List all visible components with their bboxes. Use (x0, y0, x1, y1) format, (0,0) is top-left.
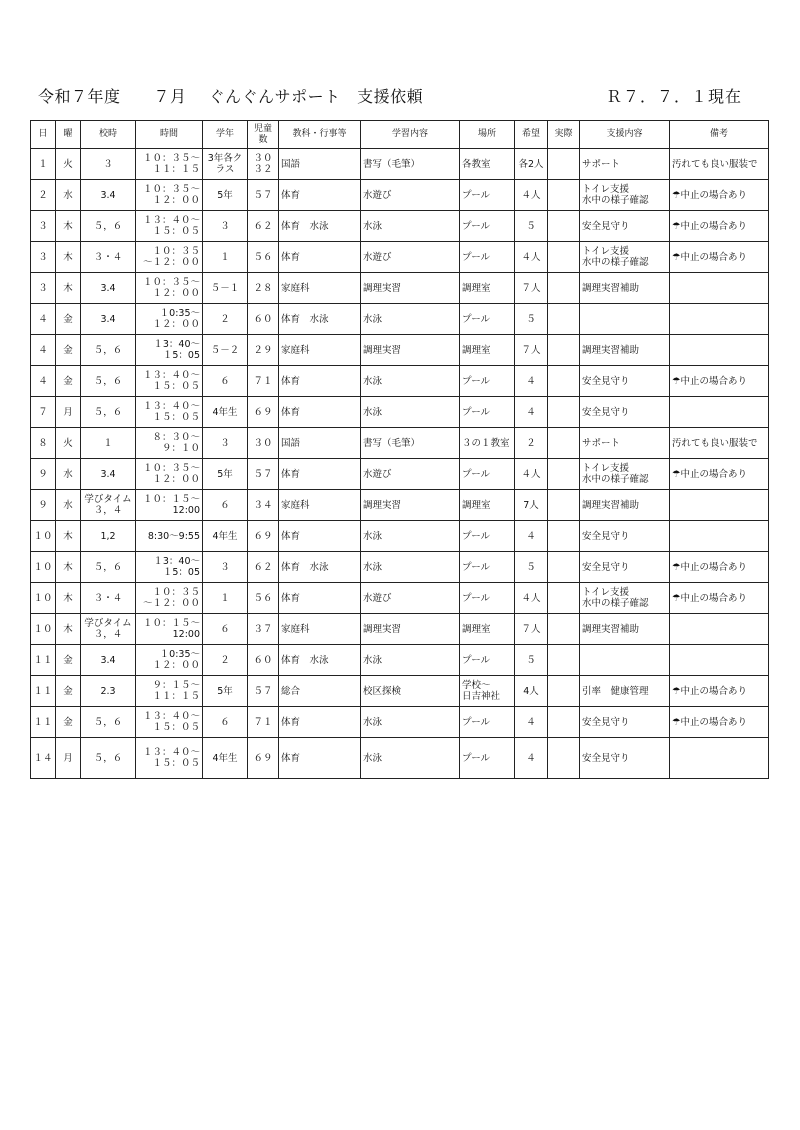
cell-place: 調理室 (460, 614, 515, 645)
cell-actual (548, 273, 580, 304)
cell-day: １０ (31, 583, 56, 614)
cell-weekday: 木 (56, 583, 81, 614)
cell-place: プール (460, 583, 515, 614)
cell-grade: １ (203, 242, 248, 273)
cell-remarks (670, 490, 769, 521)
cell-grade: ２ (203, 645, 248, 676)
cell-requested: 7人 (515, 490, 548, 521)
cell-support-content: 安全見守り (580, 521, 670, 552)
cell-day: １０ (31, 552, 56, 583)
cell-requested: ４人 (515, 242, 548, 273)
cell-remarks: ☂中止の場合あり (670, 180, 769, 211)
cell-subject: 体育 (279, 707, 361, 738)
cell-time: ９：１５～ １１：１５ (136, 676, 203, 707)
cell-place: プール (460, 459, 515, 490)
cell-weekday: 火 (56, 428, 81, 459)
cell-period: 3.4 (81, 273, 136, 304)
cell-weekday: 木 (56, 211, 81, 242)
cell-day: ３ (31, 242, 56, 273)
cell-learning-content: 調理実習 (361, 335, 460, 366)
table-row (31, 676, 769, 707)
cell-remarks (670, 521, 769, 552)
table-row (31, 645, 769, 676)
cell-actual (548, 738, 580, 779)
cell-grade: 4年生 (203, 521, 248, 552)
cell-remarks: 汚れても良い服装で (670, 149, 769, 180)
cell-requested: ７人 (515, 614, 548, 645)
cell-actual (548, 676, 580, 707)
cell-time: １０：３５ ～１２：００ (136, 583, 203, 614)
cell-grade: ５－１ (203, 273, 248, 304)
cell-period: ５，６ (81, 707, 136, 738)
cell-learning-content: 調理実習 (361, 273, 460, 304)
cell-remarks: ☂中止の場合あり (670, 583, 769, 614)
table-row (31, 149, 769, 180)
cell-actual (548, 490, 580, 521)
cell-support-content: 安全見守り (580, 738, 670, 779)
cell-weekday: 金 (56, 676, 81, 707)
cell-period: ５，６ (81, 552, 136, 583)
cell-learning-content: 水遊び (361, 242, 460, 273)
cell-remarks (670, 738, 769, 779)
cell-day: ２ (31, 180, 56, 211)
cell-place: プール (460, 304, 515, 335)
cell-time: １０：１５～ 12:00 (136, 614, 203, 645)
cell-subject: 体育 (279, 459, 361, 490)
cell-actual (548, 707, 580, 738)
cell-weekday: 金 (56, 707, 81, 738)
col-header-requested: 希望 (515, 121, 548, 149)
cell-actual (548, 211, 580, 242)
cell-support-content: トイレ支援 水中の様子確認 (580, 583, 670, 614)
cell-support-content: サポート (580, 149, 670, 180)
cell-student-count: ６９ (248, 738, 279, 779)
cell-subject: 体育 水泳 (279, 304, 361, 335)
table-row (31, 242, 769, 273)
cell-place: プール (460, 521, 515, 552)
cell-subject: 総合 (279, 676, 361, 707)
cell-time: １３：４０～ １５：０５ (136, 397, 203, 428)
table-row (31, 707, 769, 738)
table-row (31, 366, 769, 397)
cell-learning-content: 水泳 (361, 552, 460, 583)
cell-subject: 体育 (279, 180, 361, 211)
table-header-row (31, 121, 769, 149)
col-header-time: 時間 (136, 121, 203, 149)
cell-period: 学びタイム ３，４ (81, 490, 136, 521)
cell-place: プール (460, 645, 515, 676)
cell-weekday: 金 (56, 645, 81, 676)
cell-weekday: 木 (56, 552, 81, 583)
cell-weekday: 月 (56, 738, 81, 779)
cell-actual (548, 304, 580, 335)
cell-requested: 4人 (515, 676, 548, 707)
cell-support-content: 調理実習補助 (580, 273, 670, 304)
cell-period: ５，６ (81, 397, 136, 428)
cell-grade: 3年各クラス (203, 149, 248, 180)
cell-weekday: 月 (56, 397, 81, 428)
document-title: 令和７年度 ７月 ぐんぐんサポート 支援依頼 (38, 87, 424, 106)
table-row (31, 397, 769, 428)
cell-student-count: ６０ (248, 645, 279, 676)
cell-student-count: ５７ (248, 180, 279, 211)
cell-remarks (670, 304, 769, 335)
cell-remarks: ☂中止の場合あり (670, 707, 769, 738)
cell-weekday: 水 (56, 490, 81, 521)
table-row (31, 521, 769, 552)
cell-subject: 体育 水泳 (279, 211, 361, 242)
cell-learning-content: 水遊び (361, 459, 460, 490)
cell-period: 1,2 (81, 521, 136, 552)
cell-actual (548, 149, 580, 180)
cell-remarks: ☂中止の場合あり (670, 459, 769, 490)
cell-learning-content: 水泳 (361, 397, 460, 428)
cell-time: １0:35～ １２：００ (136, 304, 203, 335)
cell-weekday: 水 (56, 459, 81, 490)
cell-actual (548, 428, 580, 459)
cell-period: ５，６ (81, 211, 136, 242)
cell-day: ７ (31, 397, 56, 428)
cell-grade: ６ (203, 707, 248, 738)
cell-place: プール (460, 366, 515, 397)
cell-actual (548, 459, 580, 490)
cell-student-count: ２８ (248, 273, 279, 304)
cell-subject: 体育 (279, 521, 361, 552)
cell-grade: ３ (203, 428, 248, 459)
cell-actual (548, 521, 580, 552)
table-row (31, 583, 769, 614)
cell-day: １１ (31, 676, 56, 707)
cell-requested: ４ (515, 707, 548, 738)
as-of-date: Ｒ７．７．１現在 (605, 87, 742, 106)
cell-student-count: ６９ (248, 521, 279, 552)
cell-remarks: ☂中止の場合あり (670, 552, 769, 583)
cell-grade: 5年 (203, 180, 248, 211)
cell-support-content: サポート (580, 428, 670, 459)
cell-time: １０：３５ ～１２：００ (136, 242, 203, 273)
cell-time: １３：４０～ １５：０５ (136, 738, 203, 779)
col-header-remarks: 備考 (670, 121, 769, 149)
table-row (31, 614, 769, 645)
cell-time: １３：４０～ １５：０５ (136, 707, 203, 738)
table-row (31, 180, 769, 211)
cell-place: プール (460, 211, 515, 242)
cell-support-content: 調理実習補助 (580, 335, 670, 366)
cell-requested: ５ (515, 552, 548, 583)
cell-period: 3.4 (81, 180, 136, 211)
cell-requested: ５ (515, 645, 548, 676)
cell-period: ３・４ (81, 242, 136, 273)
cell-student-count: ７１ (248, 366, 279, 397)
cell-time: １０：３５～ １１：１５ (136, 149, 203, 180)
cell-period: １ (81, 428, 136, 459)
cell-weekday: 木 (56, 242, 81, 273)
cell-remarks (670, 645, 769, 676)
cell-day: ４ (31, 335, 56, 366)
cell-time: １0:35～ １２：００ (136, 645, 203, 676)
cell-day: ８ (31, 428, 56, 459)
table-row (31, 428, 769, 459)
cell-time: 8:30～9:55 (136, 521, 203, 552)
cell-actual (548, 645, 580, 676)
cell-remarks (670, 397, 769, 428)
table-row (31, 273, 769, 304)
cell-remarks: ☂中止の場合あり (670, 211, 769, 242)
cell-remarks: ☂中止の場合あり (670, 366, 769, 397)
cell-place: プール (460, 397, 515, 428)
cell-subject: 家庭科 (279, 490, 361, 521)
cell-student-count: ５６ (248, 242, 279, 273)
table-row (31, 459, 769, 490)
cell-day: ４ (31, 366, 56, 397)
col-header-weekday: 曜 (56, 121, 81, 149)
cell-subject: 体育 (279, 397, 361, 428)
cell-period: ５，６ (81, 366, 136, 397)
cell-support-content (580, 645, 670, 676)
cell-day: ３ (31, 273, 56, 304)
cell-place: 調理室 (460, 273, 515, 304)
cell-learning-content: 水泳 (361, 304, 460, 335)
cell-day: ９ (31, 459, 56, 490)
cell-actual (548, 335, 580, 366)
cell-learning-content: 水泳 (361, 645, 460, 676)
cell-day: １１ (31, 645, 56, 676)
cell-requested: ４人 (515, 583, 548, 614)
cell-requested: ５ (515, 304, 548, 335)
cell-place: 各教室 (460, 149, 515, 180)
col-header-student-count: 児童数 (248, 121, 279, 149)
cell-requested: ４ (515, 397, 548, 428)
cell-place: プール (460, 552, 515, 583)
cell-weekday: 金 (56, 366, 81, 397)
cell-student-count: ６９ (248, 397, 279, 428)
cell-student-count: ３７ (248, 614, 279, 645)
cell-requested: ４人 (515, 459, 548, 490)
cell-weekday: 金 (56, 335, 81, 366)
cell-subject: 体育 (279, 583, 361, 614)
cell-grade: １ (203, 583, 248, 614)
cell-day: ３ (31, 211, 56, 242)
col-header-period: 校時 (81, 121, 136, 149)
col-header-subject: 教科・行事等 (279, 121, 361, 149)
cell-place: プール (460, 738, 515, 779)
cell-place: ３の１教室 (460, 428, 515, 459)
cell-day: １ (31, 149, 56, 180)
cell-actual (548, 583, 580, 614)
cell-remarks: ☂中止の場合あり (670, 676, 769, 707)
col-header-place: 場所 (460, 121, 515, 149)
cell-learning-content: 校区探検 (361, 676, 460, 707)
table-row (31, 552, 769, 583)
cell-support-content: 調理実習補助 (580, 490, 670, 521)
cell-requested: ２ (515, 428, 548, 459)
cell-student-count: ２９ (248, 335, 279, 366)
cell-grade: 4年生 (203, 397, 248, 428)
cell-day: １４ (31, 738, 56, 779)
cell-requested: ５ (515, 211, 548, 242)
cell-time: ８：３０～ ９：１０ (136, 428, 203, 459)
cell-day: １０ (31, 614, 56, 645)
cell-support-content: 安全見守り (580, 366, 670, 397)
cell-grade: ３ (203, 211, 248, 242)
cell-period: 学びタイム ３，４ (81, 614, 136, 645)
cell-remarks (670, 335, 769, 366)
cell-requested: ４人 (515, 180, 548, 211)
col-header-learning-content: 学習内容 (361, 121, 460, 149)
cell-support-content: 安全見守り (580, 397, 670, 428)
table-row (31, 490, 769, 521)
cell-remarks (670, 273, 769, 304)
cell-period: 3.4 (81, 645, 136, 676)
table-row (31, 335, 769, 366)
cell-learning-content: 水遊び (361, 180, 460, 211)
cell-requested: ４ (515, 366, 548, 397)
cell-grade: ６ (203, 490, 248, 521)
cell-learning-content: 水泳 (361, 738, 460, 779)
cell-day: ４ (31, 304, 56, 335)
cell-subject: 体育 水泳 (279, 552, 361, 583)
cell-learning-content: 調理実習 (361, 490, 460, 521)
cell-grade: ６ (203, 366, 248, 397)
cell-subject: 体育 水泳 (279, 645, 361, 676)
cell-place: 調理室 (460, 335, 515, 366)
cell-weekday: 水 (56, 180, 81, 211)
cell-grade: 5年 (203, 676, 248, 707)
cell-time: １３：４０～ １５：０５ (136, 211, 203, 242)
cell-requested: ７人 (515, 273, 548, 304)
cell-grade: ６ (203, 614, 248, 645)
cell-student-count: ５７ (248, 459, 279, 490)
cell-place: プール (460, 180, 515, 211)
cell-weekday: 火 (56, 149, 81, 180)
cell-support-content: 安全見守り (580, 211, 670, 242)
cell-subject: 国語 (279, 428, 361, 459)
cell-time: １3：40～ １5：05 (136, 335, 203, 366)
table-body (31, 149, 769, 779)
cell-student-count: ６２ (248, 552, 279, 583)
cell-grade: ２ (203, 304, 248, 335)
table-row (31, 738, 769, 779)
table-row (31, 211, 769, 242)
table-row (31, 304, 769, 335)
cell-time: １3：40～ １5：05 (136, 552, 203, 583)
cell-actual (548, 552, 580, 583)
support-request-table (30, 120, 769, 779)
cell-learning-content: 水遊び (361, 583, 460, 614)
cell-actual (548, 614, 580, 645)
cell-support-content: トイレ支援 水中の様子確認 (580, 180, 670, 211)
cell-actual (548, 180, 580, 211)
cell-student-count: ３０ (248, 428, 279, 459)
cell-support-content: 安全見守り (580, 552, 670, 583)
cell-day: ９ (31, 490, 56, 521)
cell-learning-content: 書写（毛筆） (361, 149, 460, 180)
cell-requested: ７人 (515, 335, 548, 366)
cell-learning-content: 書写（毛筆） (361, 428, 460, 459)
cell-period: 3.4 (81, 459, 136, 490)
cell-weekday: 木 (56, 273, 81, 304)
cell-support-content: 安全見守り (580, 707, 670, 738)
cell-subject: 体育 (279, 366, 361, 397)
cell-requested: ４ (515, 738, 548, 779)
cell-student-count: ３０ ３２ (248, 149, 279, 180)
cell-support-content: トイレ支援 水中の様子確認 (580, 242, 670, 273)
cell-learning-content: 調理実習 (361, 614, 460, 645)
cell-place: プール (460, 707, 515, 738)
cell-period: ３・４ (81, 583, 136, 614)
cell-actual (548, 366, 580, 397)
cell-remarks: 汚れても良い服装で (670, 428, 769, 459)
document-header (38, 84, 758, 108)
cell-weekday: 金 (56, 304, 81, 335)
col-header-day: 日 (31, 121, 56, 149)
cell-place: プール (460, 242, 515, 273)
cell-student-count: ６２ (248, 211, 279, 242)
cell-day: １０ (31, 521, 56, 552)
cell-actual (548, 242, 580, 273)
cell-learning-content: 水泳 (361, 366, 460, 397)
cell-student-count: ３４ (248, 490, 279, 521)
cell-grade: ５－２ (203, 335, 248, 366)
cell-place: 調理室 (460, 490, 515, 521)
cell-support-content (580, 304, 670, 335)
cell-learning-content: 水泳 (361, 521, 460, 552)
cell-requested: ４ (515, 521, 548, 552)
cell-grade: 4年生 (203, 738, 248, 779)
cell-period: ５，６ (81, 335, 136, 366)
cell-period: ５，６ (81, 738, 136, 779)
cell-time: １０：３５～ １２：００ (136, 459, 203, 490)
cell-subject: 体育 (279, 738, 361, 779)
cell-remarks (670, 614, 769, 645)
col-header-actual: 実際 (548, 121, 580, 149)
cell-subject: 国語 (279, 149, 361, 180)
cell-support-content: トイレ支援 水中の様子確認 (580, 459, 670, 490)
cell-actual (548, 397, 580, 428)
cell-day: １１ (31, 707, 56, 738)
cell-subject: 家庭科 (279, 273, 361, 304)
cell-place: 学校～ 日吉神社 (460, 676, 515, 707)
cell-student-count: ５６ (248, 583, 279, 614)
cell-learning-content: 水泳 (361, 707, 460, 738)
col-header-support-content: 支援内容 (580, 121, 670, 149)
cell-time: １０：３５～ １２：００ (136, 273, 203, 304)
cell-time: １０：３５～ １２：００ (136, 180, 203, 211)
cell-support-content: 引率 健康管理 (580, 676, 670, 707)
cell-period: 2.3 (81, 676, 136, 707)
cell-subject: 家庭科 (279, 335, 361, 366)
cell-period: ３ (81, 149, 136, 180)
cell-grade: 5年 (203, 459, 248, 490)
cell-time: １０：１５～ 12:00 (136, 490, 203, 521)
cell-remarks: ☂中止の場合あり (670, 242, 769, 273)
cell-learning-content: 水泳 (361, 211, 460, 242)
cell-weekday: 木 (56, 614, 81, 645)
cell-weekday: 木 (56, 521, 81, 552)
cell-student-count: ７１ (248, 707, 279, 738)
cell-student-count: ６０ (248, 304, 279, 335)
cell-grade: ３ (203, 552, 248, 583)
cell-time: １３：４０～ １５：０５ (136, 366, 203, 397)
col-header-grade: 学年 (203, 121, 248, 149)
cell-student-count: ５７ (248, 676, 279, 707)
cell-subject: 家庭科 (279, 614, 361, 645)
cell-support-content: 調理実習補助 (580, 614, 670, 645)
cell-requested: 各2人 (515, 149, 548, 180)
cell-period: 3.4 (81, 304, 136, 335)
cell-subject: 体育 (279, 242, 361, 273)
